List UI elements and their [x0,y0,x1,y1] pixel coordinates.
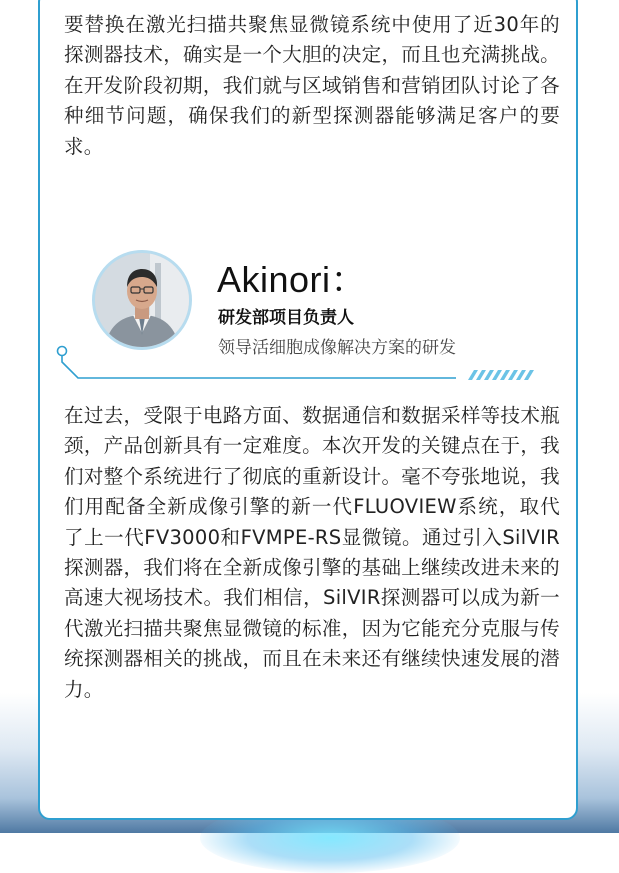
body-paragraph: 在过去，受限于电路方面、数据通信和数据采样等技术瓶颈，产品创新具有一定难度。本次开发的关键点在于，我们对整个系统进行了彻底的重新设计。毫不夸张地说，我们用配备全新成像引擎的新一代FLUOVIEW系统，取代了上一代FV3000和FVMPE-RS显微镜。通过引入SilVIR探测器，我们将在全新成像引擎的基础上继续改进未来的高速大视场技术。我们相信，SilVIR探测器可以成为新一代激光扫描共聚焦显微镜的标准，因为它能充分克服与传统探测器相关的挑战，而且在未来还有继续快速发展的潜力。 [64,404,560,701]
profile-name: Akinori： [217,259,368,300]
avatar [92,250,192,350]
profile-description: 领导活细胞成像解决方案的研发 [218,338,456,358]
intro-paragraph: 要替换在激光扫描共聚焦显微镜系统中使用了近30年的探测器技术，确实是一个大胆的决定，而且也充满挑战。在开发阶段初期，我们就与区域销售和营销团队讨论了各种细节问题，确保我们的新型探测器能够满足客户的要求。 [64,13,560,158]
decorative-divider [56,340,556,385]
profile-role: 研发部项目负责人 [218,308,354,328]
person-portrait-icon [95,253,189,347]
